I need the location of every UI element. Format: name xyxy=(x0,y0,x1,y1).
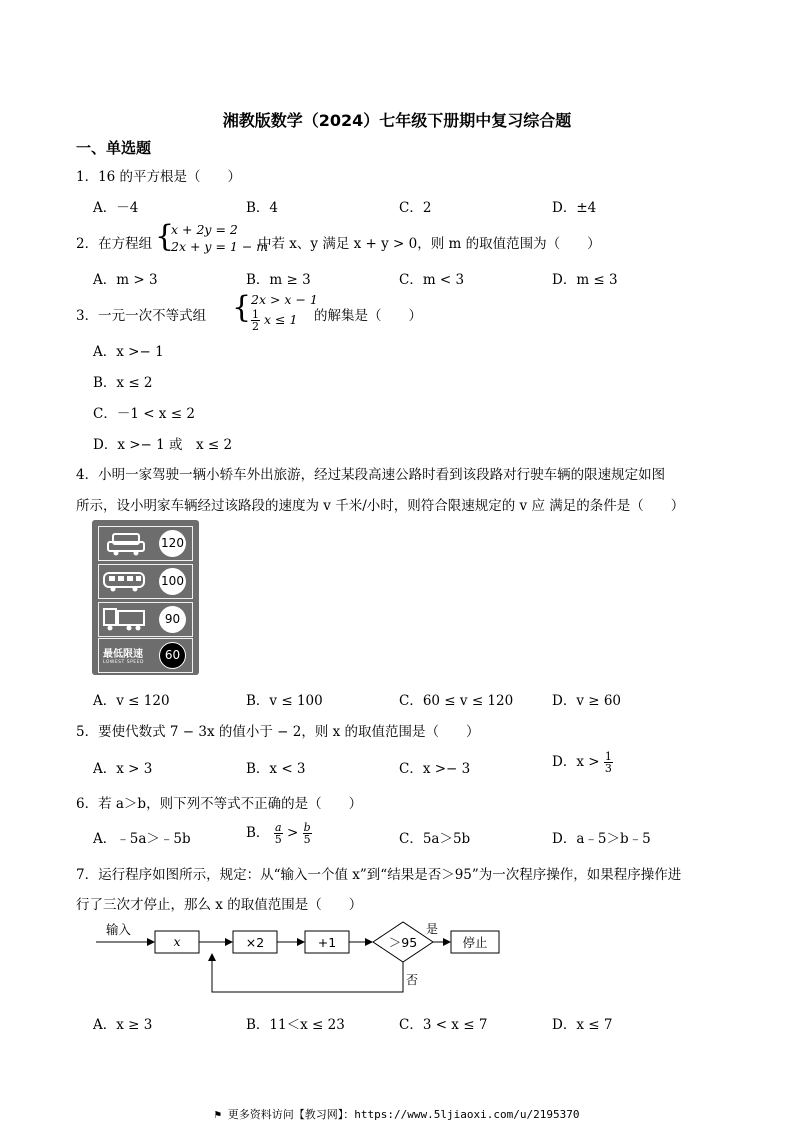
q5-d-numerator: 1 xyxy=(604,750,612,763)
q1-option-c: C．2 xyxy=(399,200,432,216)
q6-option-d: D．a﹣5＞b﹣5 xyxy=(552,831,651,847)
flow-yes-label: 是 xyxy=(426,922,439,936)
sign-row-car xyxy=(98,526,193,561)
q2-option-a: A．m > 3 xyxy=(93,272,158,288)
page-title: 湘教版数学（2024）七年级下册期中复习综合题 xyxy=(222,111,572,130)
question-2-prefix: 2．在方程组 xyxy=(76,236,153,252)
q6-b-numerator-2: b xyxy=(303,821,311,834)
q4-option-d: D．v ≥ 60 xyxy=(552,693,622,709)
q1-option-a: A．－4 xyxy=(93,200,139,216)
bus-speed-limit: 100 xyxy=(159,568,186,595)
truck-speed-limit: 90 xyxy=(159,606,186,633)
q2-brace: { xyxy=(155,219,175,254)
flag-icon: ⚑ xyxy=(214,1108,228,1121)
minimum-speed-value: 60 xyxy=(159,642,186,669)
car-speed-limit: 120 xyxy=(159,530,186,557)
q6-b-operator: > xyxy=(287,825,299,841)
program-flowchart xyxy=(92,918,532,998)
q3-eq2-denominator: 2 xyxy=(252,320,259,333)
question-1-stem: 1．16 的平方根是（ ） xyxy=(76,169,242,185)
flow-stop-label: 停止 xyxy=(462,935,488,950)
q6-b-numerator-1: a xyxy=(274,821,282,834)
flow-multiply-label: ×2 xyxy=(245,935,265,950)
question-6-stem: 6．若 a＞b，则下列不等式不正确的是（ ） xyxy=(76,796,363,812)
question-5-stem: 5．要使代数式 7 − 3x 的值小于 − 2，则 x 的取值范围是（ ） xyxy=(76,724,480,740)
section-heading: 一、单选题 xyxy=(76,139,152,157)
q3-equation-1: 2x > x − 1 xyxy=(251,292,318,307)
q2-option-b: B．m ≥ 3 xyxy=(246,272,311,288)
sign-row-bus xyxy=(98,564,193,599)
footer-link[interactable] xyxy=(0,1106,794,1122)
q1-option-d: D．±4 xyxy=(552,200,597,216)
minimum-speed-label: 最低限速 xyxy=(103,649,143,660)
footer-text: 更多资料访问【教习网】：https://www.5ljiaoxi.com/u/2195370 xyxy=(227,1108,580,1121)
q2-option-d: D．m ≤ 3 xyxy=(552,272,618,288)
q6-b-denominator-1: 5 xyxy=(274,833,282,846)
flow-x-label: x xyxy=(173,934,181,949)
q4-option-b: B．v ≤ 100 xyxy=(246,693,323,709)
question-4-line-2: 所示，设小明家车辆经过该路段的速度为 v 千米/小时，则符合限速规定的 v 应 满足的条件是（ ） xyxy=(76,498,685,514)
q5-option-a: A．x > 3 xyxy=(93,761,153,777)
q3-option-d: D．x >− 1 或 x ≤ 2 xyxy=(93,437,233,453)
flow-input-label: 输入 xyxy=(106,922,132,937)
q5-option-d-prefix: D．x > xyxy=(552,754,600,770)
question-3-prefix: 3．一元一次不等式组 xyxy=(76,308,207,324)
q3-option-c: C．－1 < x ≤ 2 xyxy=(93,406,195,422)
question-4-line-1: 4．小明一家驾驶一辆小轿车外出旅游，经过某段高速公路时看到该段路对行驶车辆的限速规定如图 xyxy=(76,467,666,483)
q4-option-a: A．v ≤ 120 xyxy=(93,693,170,709)
bus-icon xyxy=(101,566,149,596)
q1-option-b: B．4 xyxy=(246,200,279,216)
q2-option-c: C．m < 3 xyxy=(399,272,465,288)
flow-compare-label: ＞95 xyxy=(388,935,418,950)
question-2-suffix: 中若 x、y 满足 x + y > 0，则 m 的取值范围为（ ） xyxy=(258,236,601,252)
q7-option-a: A．x ≥ 3 xyxy=(93,1017,153,1033)
q7-option-b: B．11＜x ≤ 23 xyxy=(246,1017,345,1033)
q6-option-a: A．﹣5a＞﹣5b xyxy=(93,831,191,847)
q2-equation-2: 2x + y = 1 − m xyxy=(171,239,269,254)
q5-option-c: C．x >− 3 xyxy=(399,761,471,777)
q5-d-denominator: 3 xyxy=(604,762,612,775)
q3-option-a: A．x >− 1 xyxy=(93,344,164,360)
q4-option-c: C．60 ≤ v ≤ 120 xyxy=(399,693,514,709)
truck-icon xyxy=(101,604,149,634)
q6-option-b-prefix: B． xyxy=(246,825,270,841)
q7-option-d: D．x ≤ 7 xyxy=(552,1017,613,1033)
minimum-speed-sublabel: LOWEST SPEED xyxy=(103,660,144,665)
q3-brace: { xyxy=(232,290,252,325)
question-7-line-2: 行了三次才停止，那么 x 的取值范围是（ ） xyxy=(76,897,363,913)
q3-equation-2 xyxy=(251,309,297,332)
q6-option-c: C．5a＞5b xyxy=(399,831,471,847)
sign-row-truck xyxy=(98,602,193,637)
sign-row-minimum xyxy=(98,638,193,673)
question-7-line-1: 7．运行程序如图所示，规定：从“输入一个值 x”到“结果是否＞95”为一次程序操作，如果程序操作进 xyxy=(76,867,682,883)
flow-add-label: +1 xyxy=(317,935,337,950)
q3-eq2-numerator: 1 xyxy=(252,308,259,321)
flow-no-label: 否 xyxy=(406,973,419,987)
q5-option-b: B．x < 3 xyxy=(246,761,306,777)
car-icon xyxy=(105,528,149,558)
q6-option-b xyxy=(246,821,312,845)
q5-option-d xyxy=(552,750,613,774)
question-3-suffix: 的解集是（ ） xyxy=(314,308,422,324)
q7-option-c: C．3 < x ≤ 7 xyxy=(399,1017,488,1033)
q3-eq2-rest: x ≤ 1 xyxy=(263,312,298,327)
q2-equation-1: x + 2y = 2 xyxy=(171,222,238,237)
q6-b-denominator-2: 5 xyxy=(303,833,311,846)
q3-option-b: B．x ≤ 2 xyxy=(93,375,153,391)
speed-limit-sign xyxy=(92,520,199,675)
